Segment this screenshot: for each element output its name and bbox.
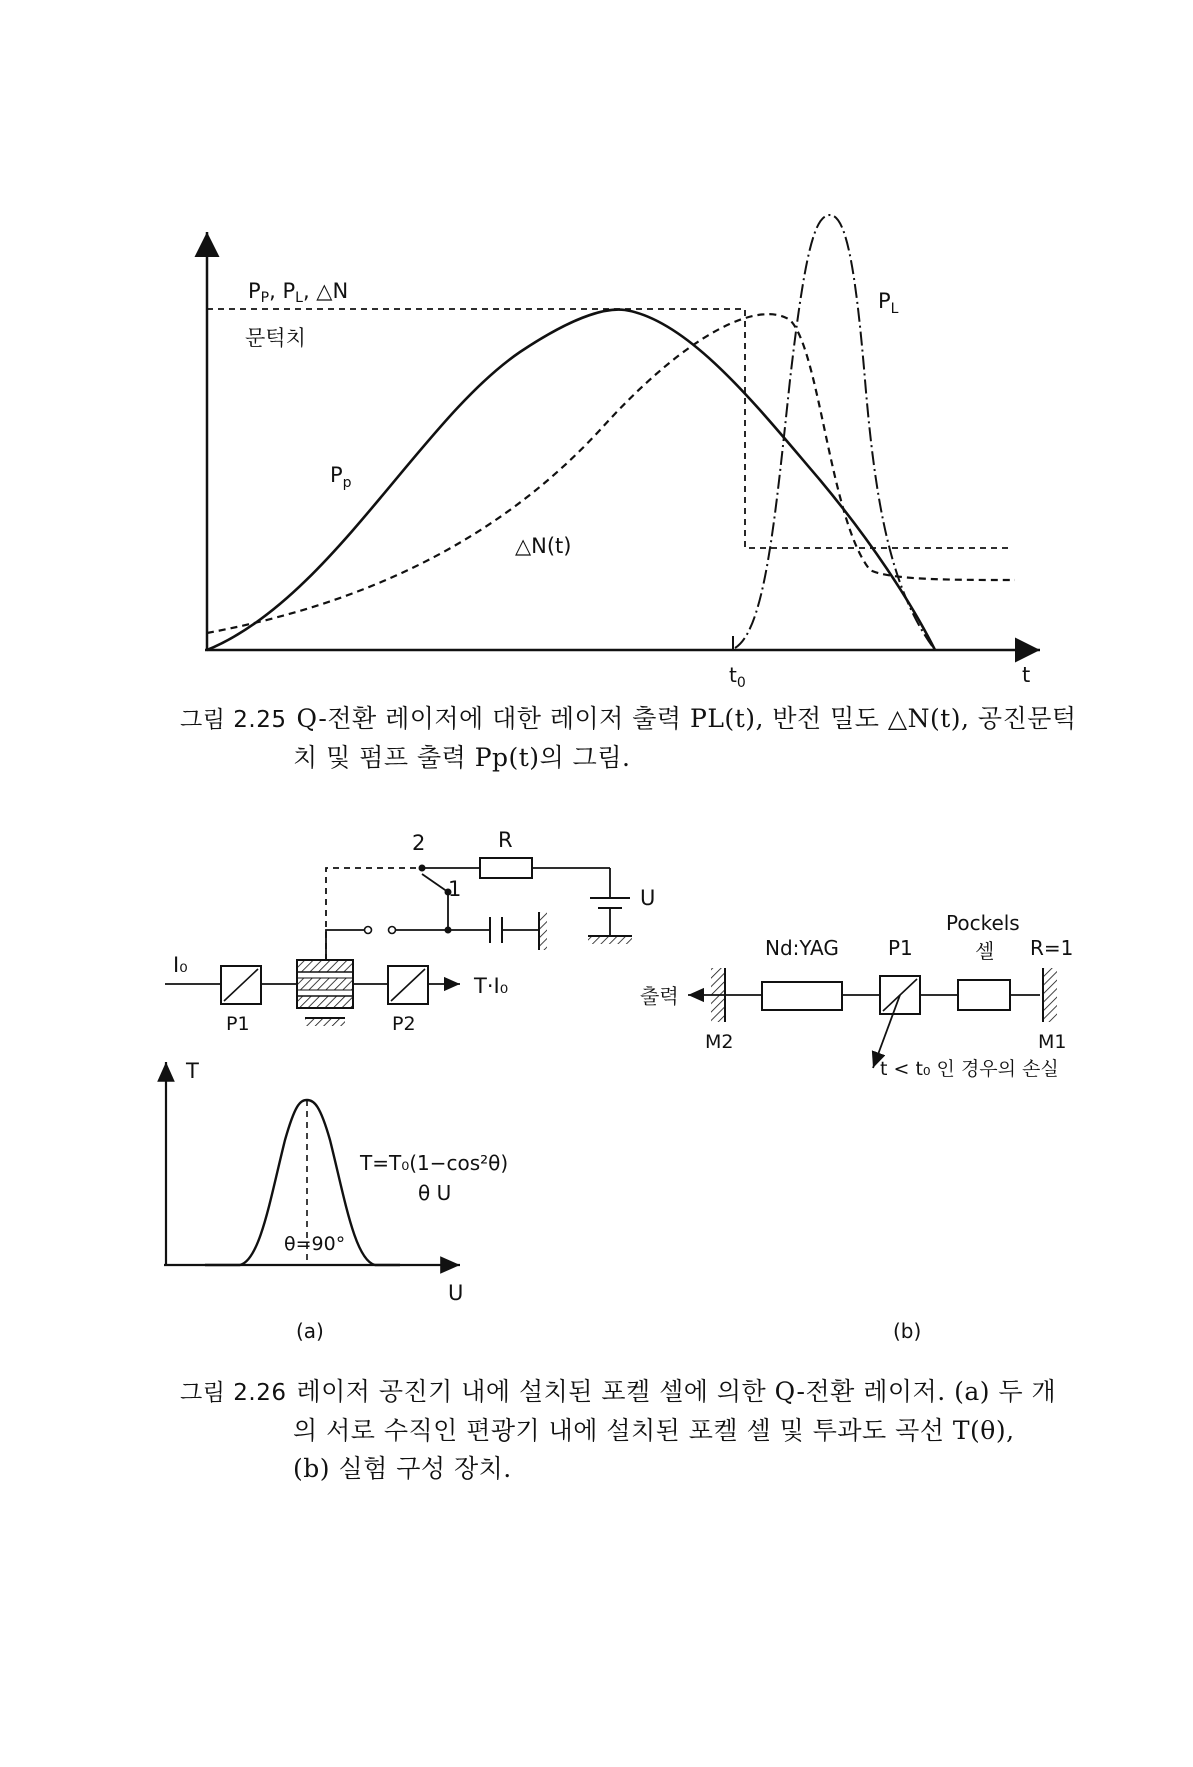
panel-b-label: (b) — [893, 1319, 922, 1343]
pockels-label: Pockels — [946, 911, 1020, 935]
y-axis-label: PP, PL, △N — [248, 279, 349, 306]
battery-label: U — [640, 886, 656, 910]
ndyag-label: Nd:YAG — [765, 936, 839, 960]
figure-2-26-diagram — [0, 800, 1193, 1360]
ndyag-rod — [762, 982, 842, 1010]
U-axis-label: U — [448, 1281, 464, 1305]
threshold-line — [207, 309, 1010, 548]
mirror-m2 — [711, 968, 725, 1022]
caption-line: 치 및 펌프 출력 Pp(t)의 그림. — [293, 743, 631, 772]
p1-label-a: P1 — [226, 1013, 250, 1035]
switch-label-2: 2 — [412, 831, 426, 855]
output-label-b: 출력 — [640, 984, 679, 1008]
ground-hatch — [539, 912, 547, 950]
switch-label-1: 1 — [448, 877, 462, 901]
caption-line: (b) 실험 구성 장치. — [293, 1454, 512, 1483]
caption-number: 그림 2.25 — [180, 707, 287, 733]
m2-label: M2 — [705, 1031, 734, 1053]
series-pp-curve — [207, 310, 935, 650]
threshold-label: 문턱치 — [245, 326, 306, 350]
mirror-m1 — [1043, 968, 1057, 1022]
cell-label: 셀 — [975, 939, 995, 963]
output-label-a: T·I₀ — [474, 974, 509, 998]
caption-number: 그림 2.26 — [180, 1380, 287, 1406]
figure-2-26-caption — [180, 1373, 1080, 1488]
pp-series-label: $P_p$ — [330, 463, 352, 491]
resistor — [480, 858, 532, 878]
polarizer-p1-a — [221, 966, 261, 1004]
caption-line: 레이저 공진기 내에 설치된 포켈 셀에 의한 Q-전환 레이저. (a) 두 개 — [296, 1377, 1057, 1406]
t0-label: $t_0$ — [729, 663, 746, 691]
pockels-cell-b — [958, 980, 1010, 1010]
polarizer-p2-a — [388, 966, 428, 1004]
peak-label: θ=90° — [284, 1233, 346, 1255]
loss-label: t < t₀ 인 경우의 손실 — [880, 1058, 1059, 1080]
reflectivity-label: R=1 — [1030, 936, 1074, 960]
t-axis-label: t — [1022, 663, 1031, 687]
figure-2-25-caption — [180, 700, 1080, 777]
caption-line: Q-전환 레이저에 대한 레이저 출력 PL(t), 반전 밀도 △N(t), 공진문턱 — [296, 704, 1077, 733]
transmission-formula: T=T₀(1−cos²θ) — [360, 1151, 509, 1175]
wire-dashed — [326, 868, 420, 960]
figure-2-25-chart — [0, 0, 1193, 700]
pl-series-label: $P_L$ — [878, 289, 899, 317]
I0-label: I₀ — [173, 953, 188, 977]
m1-label: M1 — [1038, 1031, 1067, 1053]
ground-hatch — [588, 936, 632, 944]
resistor-label: R — [498, 828, 513, 852]
series-dn-curve — [207, 314, 1015, 633]
p2-label-a: P2 — [392, 1013, 416, 1035]
wire-solid — [326, 930, 365, 960]
pockels-cell-a — [297, 960, 353, 1026]
dn-series-label: △N(t) — [515, 534, 572, 558]
p1-label-b: P1 — [888, 936, 913, 960]
transmission-formula-2: θ U — [418, 1181, 452, 1205]
panel-a-label: (a) — [296, 1319, 324, 1343]
series-pl-curve — [735, 215, 935, 650]
T-axis-label: T — [186, 1059, 199, 1083]
caption-line: 의 서로 수직인 편광기 내에 설치된 포켈 셀 및 투과도 곡선 T(θ), — [293, 1416, 1015, 1445]
